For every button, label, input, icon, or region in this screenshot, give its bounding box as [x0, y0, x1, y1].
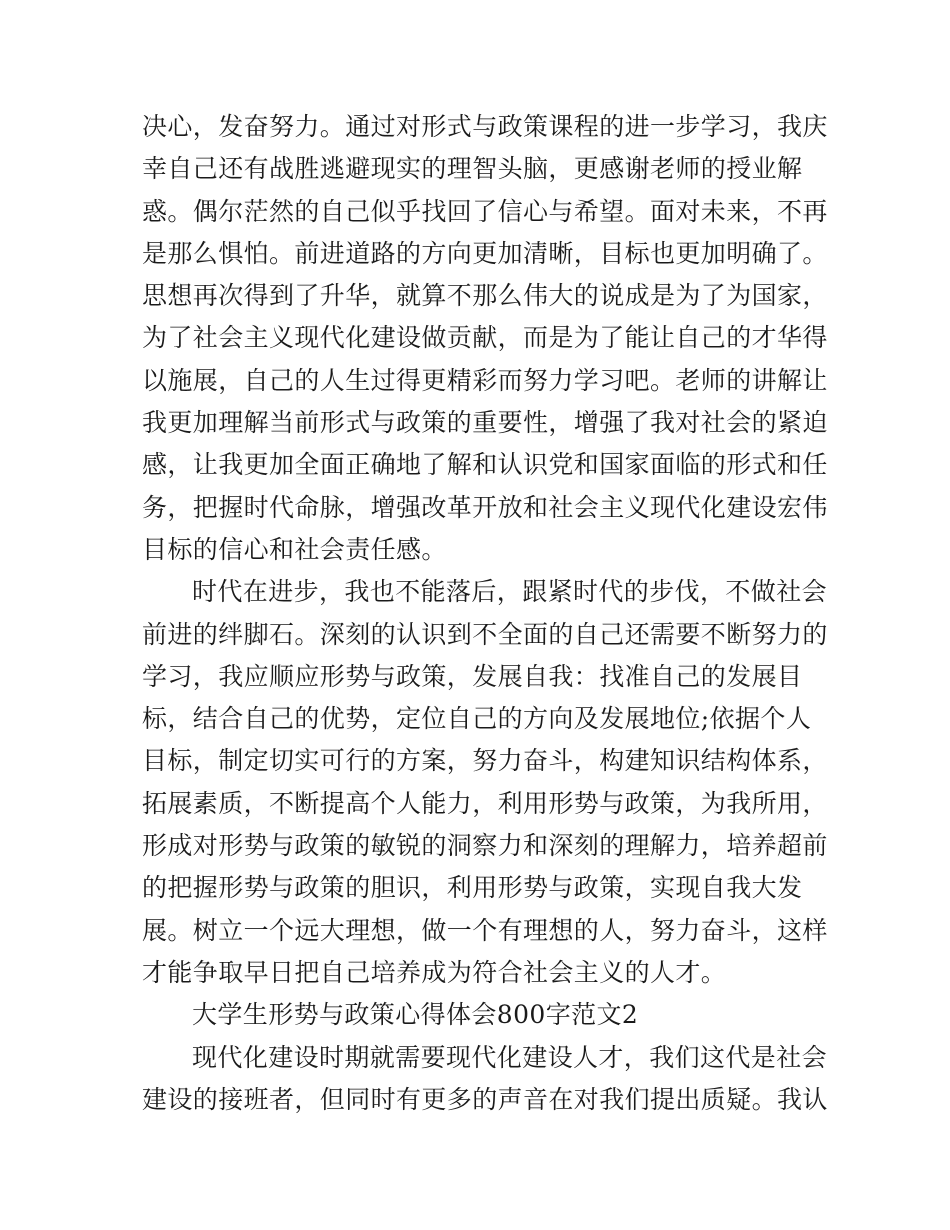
text-line: 的把握形势与政策的胆识，利用形势与政策，实现自我大发: [142, 873, 803, 903]
text-line: 前进的绊脚石。深刻的认识到不全面的自己还需要不断努力的: [142, 619, 828, 649]
text-line: 感，让我更加全面正确地了解和认识党和国家面临的形式和任: [142, 450, 828, 480]
paragraph: [142, 571, 828, 994]
text-line: 标，结合自己的优势，定位自己的方向及发展地位;依据个人: [142, 704, 812, 734]
text-line: 现代化建设时期就需要现代化建设人才，我们这代是社会: [192, 1042, 828, 1072]
text-line: 务，把握时代命脉，增强改革开放和社会主义现代化建设宏伟: [142, 492, 828, 522]
text-line: 我更加理解当前形式与政策的重要性，增强了我对社会的紧迫: [142, 408, 828, 438]
text-line: 才能争取早日把自己培养成为符合社会主义的人才。: [142, 957, 727, 987]
document-body: [142, 106, 828, 1121]
text-line: 形成对形势与政策的敏锐的洞察力和深刻的理解力，培养超前: [142, 831, 828, 861]
paragraph: [142, 1037, 828, 1122]
section-heading: [142, 994, 812, 1036]
text-line: 是那么惧怕。前进道路的方向更加清晰，目标也更加明确了。: [142, 238, 828, 268]
text-line: 为了社会主义现代化建设做贡献，而是为了能让自己的才华得: [142, 323, 828, 353]
text-line: 拓展素质，不断提高个人能力，利用形势与政策，为我所用，: [142, 788, 828, 818]
text-line: 目标的信心和社会责任感。: [142, 534, 447, 564]
text-line: 学习，我应顺应形势与政策，发展自我：找准自己的发展目: [142, 661, 803, 691]
text-line: 建设的接班者，但同时有更多的声音在对我们提出质疑。我认: [142, 1084, 828, 1114]
text-line: 幸自己还有战胜逃避现实的理智头脑，更感谢老师的授业解: [142, 154, 803, 184]
paragraph: [142, 106, 828, 571]
text-line: 决心，发奋努力。通过对形式与政策课程的进一步学习，我庆: [142, 112, 828, 141]
heading-line: 大学生形势与政策心得体会800字范文2: [192, 1000, 639, 1030]
text-line: 目标，制定切实可行的方案，努力奋斗，构建知识结构体系，: [142, 746, 828, 776]
text-line: 思想再次得到了升华，就算不那么伟大的说成是为了为国家，: [142, 281, 828, 311]
text-line: 以施展，自己的人生过得更精彩而努力学习吧。老师的讲解让: [142, 365, 828, 395]
text-line: 展。树立一个远大理想，做一个有理想的人，努力奋斗，这样: [142, 915, 828, 945]
text-line: 时代在进步，我也不能落后，跟紧时代的步伐，不做社会: [192, 577, 828, 607]
text-line: 惑。偶尔茫然的自己似乎找回了信心与希望。面对未来，不再: [142, 196, 828, 226]
